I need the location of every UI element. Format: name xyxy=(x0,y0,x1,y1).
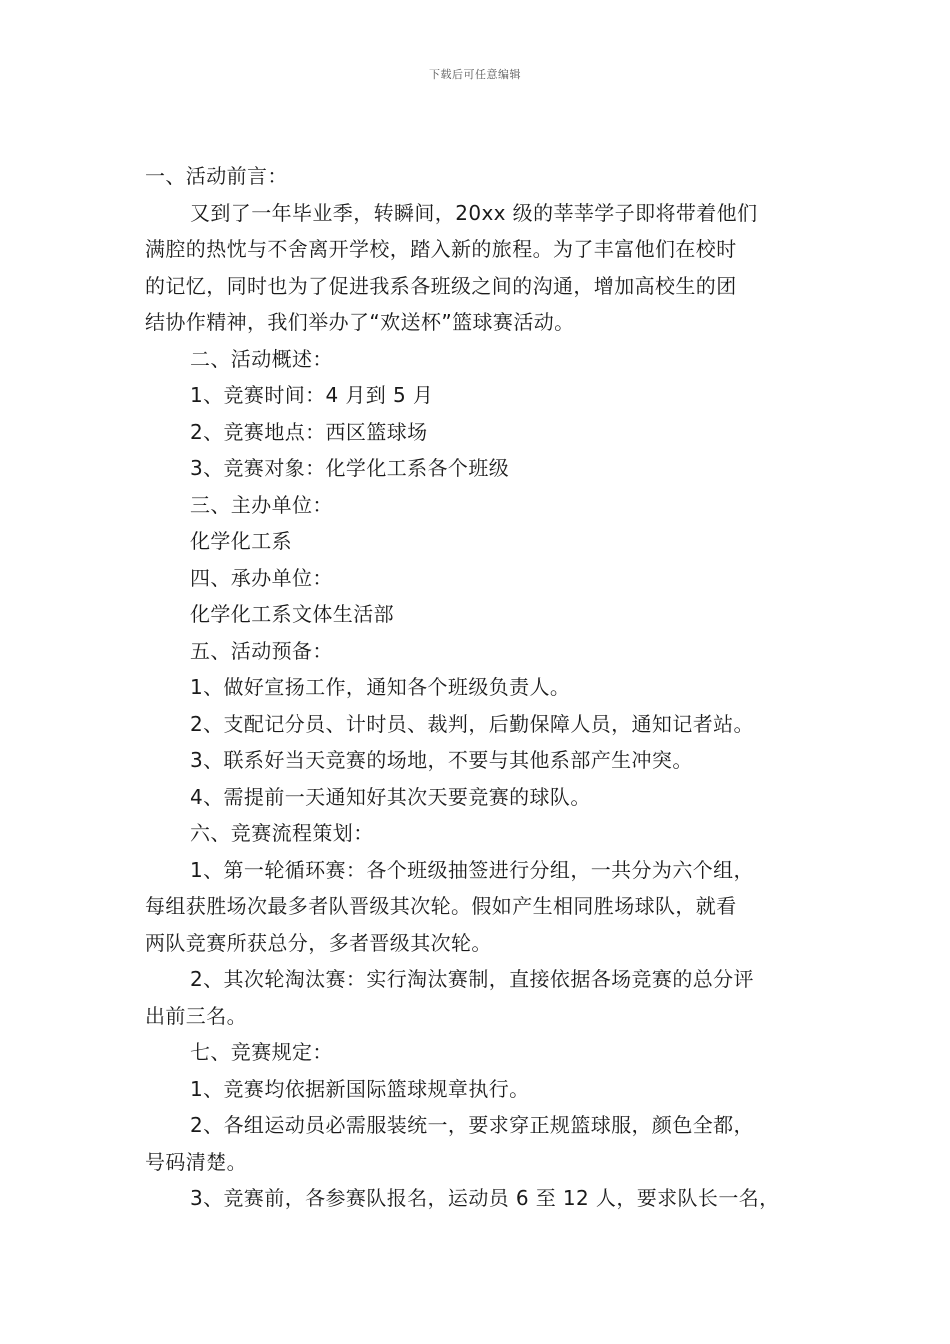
section-heading: 五、活动预备： xyxy=(190,638,333,663)
text-line: 号码清楚。 xyxy=(145,1149,247,1174)
list-item: 4、需提前一天通知好其次天要竞赛的球队。 xyxy=(190,784,591,809)
list-item: 3、竞赛前，各参赛队报名，运动员 6 至 12 人，要求队长一名， xyxy=(190,1186,780,1210)
text-line: 一、活动前言： xyxy=(145,164,288,188)
list-item: 2、竞赛地点：西区篮球场 xyxy=(190,419,428,444)
text-line: 出前三名。 xyxy=(145,1003,247,1028)
text-line: 又到了一年毕业季，转瞬间，20xx 级的莘莘学子即将带着他们 xyxy=(190,200,758,225)
text-line: 结协作精神，我们举办了“欢送杯”篮球赛活动。 xyxy=(145,310,575,334)
section-heading: 二、活动概述： xyxy=(190,346,333,371)
text-line: 化学化工系文体生活部 xyxy=(190,602,394,626)
text-line: 的记忆，同时也为了促进我系各班级之间的沟通，增加高校生的团 xyxy=(145,273,737,298)
document-body xyxy=(145,158,810,1217)
list-item: 1、竞赛时间：4 月到 5 月 xyxy=(190,383,434,407)
list-item: 1、做好宣扬工作，通知各个班级负责人。 xyxy=(190,675,571,699)
list-item: 1、第一轮循环赛：各个班级抽签进行分组，一共分为六个组， xyxy=(190,857,754,882)
section-heading: 四、承办单位： xyxy=(190,565,333,590)
list-item: 3、联系好当天竞赛的场地，不要与其他系部产生冲突。 xyxy=(190,748,693,772)
text-line: 满腔的热忱与不舍离开学校，踏入新的旅程。为了丰富他们在校时 xyxy=(145,237,737,261)
list-item: 2、各组运动员必需服装统一，要求穿正规篮球服，颜色全都， xyxy=(190,1113,754,1137)
section-heading: 三、主办单位： xyxy=(190,492,333,517)
text-line: 每组获胜场次最多者队晋级其次轮。假如产生相同胜场球队，就看 xyxy=(145,894,737,918)
section-heading: 六、竞赛流程策划： xyxy=(190,821,374,845)
list-item: 1、竞赛均依据新国际篮球规章执行。 xyxy=(190,1076,530,1101)
list-item: 2、支配记分员、计时员、裁判，后勤保障人员，通知记者站。 xyxy=(190,711,754,736)
page-header: 下载后可任意编辑 xyxy=(429,68,521,81)
text-line: 两队竞赛所获总分，多者晋级其次轮。 xyxy=(145,930,492,955)
text-line: 化学化工系 xyxy=(190,529,292,553)
list-item: 3、竞赛对象：化学化工系各个班级 xyxy=(190,456,510,480)
section-heading: 七、竞赛规定： xyxy=(190,1040,333,1064)
list-item: 2、其次轮淘汰赛：实行淘汰赛制，直接依据各场竞赛的总分评 xyxy=(190,967,754,991)
